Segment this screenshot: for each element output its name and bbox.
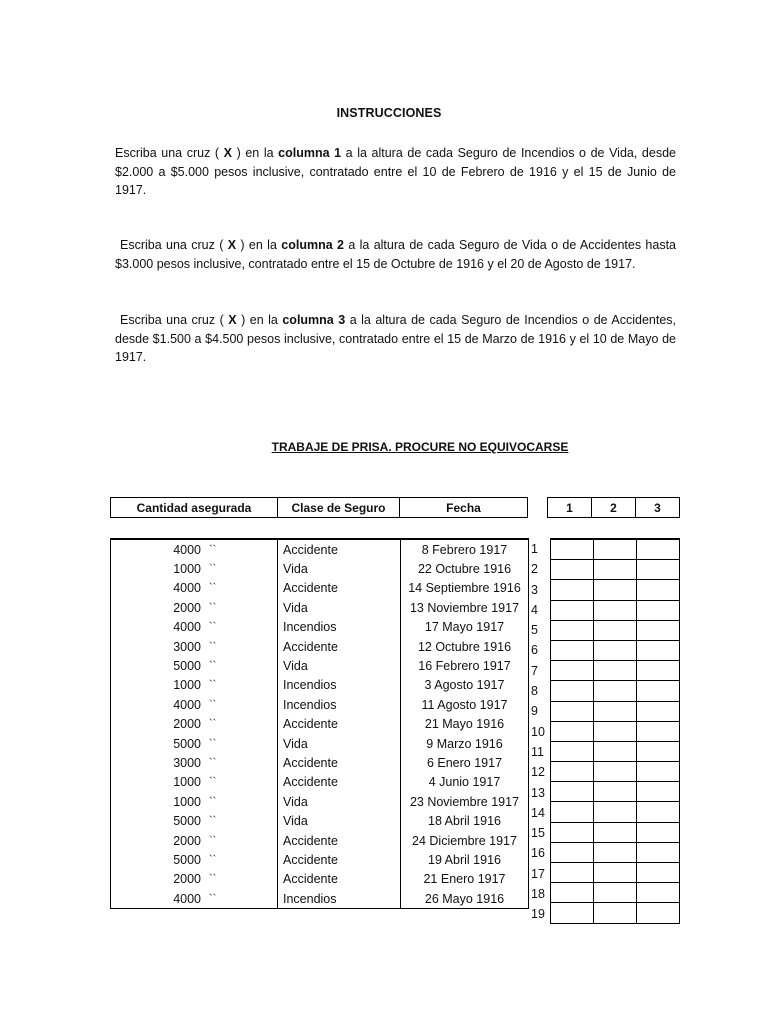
- clase-cell: Vida: [278, 656, 401, 675]
- check-cell-col-3[interactable]: [637, 560, 680, 580]
- check-cell-col-2[interactable]: [594, 620, 637, 640]
- amount-cell: [111, 637, 278, 656]
- table-row: [111, 870, 529, 889]
- insurance-table: [110, 538, 529, 909]
- check-cell-col-2[interactable]: [594, 802, 637, 822]
- check-cell-col-1[interactable]: [551, 661, 594, 681]
- clase-cell: Vida: [278, 792, 401, 811]
- fecha-cell: 3 Agosto 1917: [401, 676, 529, 695]
- clase-cell: Accidente: [278, 870, 401, 889]
- check-cell-col-1[interactable]: [551, 863, 594, 883]
- amount-mark: ``: [209, 582, 217, 595]
- check-cell-col-2[interactable]: [594, 822, 637, 842]
- table-row: [111, 773, 529, 792]
- amount-mark: ``: [209, 679, 217, 692]
- amount-cell: [111, 811, 278, 830]
- amount-value: 4000: [173, 620, 201, 635]
- amount-mark: ``: [209, 621, 217, 634]
- check-row: [551, 620, 680, 640]
- check-cell-col-2[interactable]: [594, 741, 637, 761]
- amount-cell: [111, 656, 278, 675]
- check-row: [551, 741, 680, 761]
- row-number: 4: [531, 602, 538, 617]
- check-cell-col-1[interactable]: [551, 580, 594, 600]
- amount-cell: [111, 598, 278, 617]
- amount-cell: [111, 889, 278, 909]
- header-col-1: 1: [548, 498, 592, 518]
- amount-mark: ``: [209, 601, 217, 614]
- clase-cell: Accidente: [278, 773, 401, 792]
- check-cell-col-2[interactable]: [594, 640, 637, 660]
- check-cell-col-1[interactable]: [551, 721, 594, 741]
- row-number: 17: [531, 866, 545, 881]
- fecha-cell: 21 Mayo 1916: [401, 715, 529, 734]
- amount-value: 4000: [173, 891, 201, 906]
- clase-cell: Vida: [278, 811, 401, 830]
- amount-cell: [111, 792, 278, 811]
- table-row: [111, 792, 529, 811]
- check-row: [551, 640, 680, 660]
- clase-cell: Incendios: [278, 889, 401, 909]
- fecha-cell: 22 Octubre 1916: [401, 559, 529, 578]
- check-cell-col-2[interactable]: [594, 560, 637, 580]
- amount-cell: [111, 579, 278, 598]
- row-number: 10: [531, 724, 545, 739]
- check-cell-col-3[interactable]: [637, 863, 680, 883]
- amount-value: 1000: [173, 562, 201, 577]
- check-row: [551, 863, 680, 883]
- check-cell-col-3[interactable]: [637, 539, 680, 560]
- row-number: 11: [531, 744, 544, 759]
- check-cell-col-1[interactable]: [551, 741, 594, 761]
- clase-cell: Accidente: [278, 539, 401, 559]
- table-row: [111, 734, 529, 753]
- table-row: [111, 695, 529, 714]
- row-number: 16: [531, 846, 545, 861]
- row-number: 13: [531, 785, 545, 800]
- check-cell-col-3[interactable]: [637, 721, 680, 741]
- table-row: [111, 811, 529, 830]
- fecha-cell: 16 Febrero 1917: [401, 656, 529, 675]
- amount-mark: ``: [209, 756, 217, 769]
- check-cell-col-3[interactable]: [637, 661, 680, 681]
- warning-subtitle: TRABAJE DE PRISA. PROCURE NO EQUIVOCARSE: [271, 440, 569, 454]
- check-row: [551, 782, 680, 802]
- amount-cell: [111, 559, 278, 578]
- check-cell-col-3[interactable]: [637, 842, 680, 862]
- amount-mark: ``: [209, 776, 217, 789]
- check-row: [551, 802, 680, 822]
- check-cell-col-1[interactable]: [551, 822, 594, 842]
- amount-cell: [111, 870, 278, 889]
- check-cell-col-3[interactable]: [637, 741, 680, 761]
- fecha-cell: 26 Mayo 1916: [401, 889, 529, 909]
- check-cell-col-2[interactable]: [594, 842, 637, 862]
- amount-mark: ``: [209, 892, 217, 905]
- check-cell-col-1[interactable]: [551, 802, 594, 822]
- amount-mark: ``: [209, 640, 217, 653]
- row-number: 7: [531, 663, 538, 678]
- amount-mark: ``: [209, 834, 217, 847]
- clase-cell: Vida: [278, 559, 401, 578]
- amount-cell: [111, 753, 278, 772]
- clase-cell: Accidente: [278, 850, 401, 869]
- amount-value: 2000: [173, 872, 201, 887]
- check-cell-col-3[interactable]: [637, 620, 680, 640]
- fecha-cell: 4 Junio 1917: [401, 773, 529, 792]
- amount-value: 5000: [173, 814, 201, 829]
- check-cell-col-2[interactable]: [594, 903, 637, 923]
- row-number: 2: [531, 562, 538, 577]
- check-cell-col-1[interactable]: [551, 620, 594, 640]
- check-cell-col-3[interactable]: [637, 883, 680, 903]
- amount-value: 4000: [173, 697, 201, 712]
- check-cell-col-2[interactable]: [594, 782, 637, 802]
- row-number: 3: [531, 582, 538, 597]
- fecha-cell: 18 Abril 1916: [401, 811, 529, 830]
- check-cell-col-1[interactable]: [551, 903, 594, 923]
- check-cell-col-2[interactable]: [594, 701, 637, 721]
- page-title: INSTRUCCIONES: [336, 106, 442, 120]
- check-columns-header: [547, 497, 680, 518]
- check-cell-col-2[interactable]: [594, 600, 637, 620]
- check-cell-col-3[interactable]: [637, 903, 680, 923]
- amount-value: 2000: [173, 600, 201, 615]
- row-number: 8: [531, 684, 538, 699]
- check-cell-col-3[interactable]: [637, 681, 680, 701]
- amount-mark: ``: [209, 698, 217, 711]
- check-cell-col-3[interactable]: [637, 580, 680, 600]
- header-col-2: 2: [592, 498, 636, 518]
- table-row: [111, 637, 529, 656]
- table-row: [111, 889, 529, 909]
- amount-value: 4000: [173, 542, 201, 557]
- table-row: [111, 559, 529, 578]
- check-cell-col-2[interactable]: [594, 580, 637, 600]
- table-row: [111, 539, 529, 559]
- check-cell-col-1[interactable]: [551, 883, 594, 903]
- row-number: 1: [531, 542, 538, 556]
- fecha-cell: 12 Octubre 1916: [401, 637, 529, 656]
- table-row: [111, 676, 529, 695]
- amount-value: 2000: [173, 717, 201, 732]
- check-row: [551, 721, 680, 741]
- check-cell-col-2[interactable]: [594, 661, 637, 681]
- amount-mark: ``: [209, 795, 217, 808]
- amount-mark: ``: [209, 563, 217, 576]
- amount-value: 4000: [173, 581, 201, 596]
- check-cell-col-1[interactable]: [551, 681, 594, 701]
- check-row: [551, 883, 680, 903]
- check-cell-col-1[interactable]: [551, 762, 594, 782]
- check-cell-col-2[interactable]: [594, 762, 637, 782]
- check-row: [551, 822, 680, 842]
- amount-cell: [111, 539, 278, 559]
- check-cell-col-2[interactable]: [594, 681, 637, 701]
- clase-cell: Vida: [278, 734, 401, 753]
- clase-cell: Incendios: [278, 618, 401, 637]
- amount-value: 1000: [173, 775, 201, 790]
- check-cell-col-2[interactable]: [594, 539, 637, 560]
- table-header: [110, 497, 528, 518]
- check-row: [551, 701, 680, 721]
- amount-cell: [111, 734, 278, 753]
- row-number: 14: [531, 805, 545, 820]
- clase-cell: Accidente: [278, 579, 401, 598]
- table-row: [111, 618, 529, 637]
- check-row: [551, 762, 680, 782]
- check-cell-col-1[interactable]: [551, 842, 594, 862]
- check-row: [551, 681, 680, 701]
- fecha-cell: 24 Diciembre 1917: [401, 831, 529, 850]
- table-row: [111, 715, 529, 734]
- amount-cell: [111, 676, 278, 695]
- table-row: [111, 656, 529, 675]
- clase-cell: Accidente: [278, 831, 401, 850]
- check-row: [551, 580, 680, 600]
- check-cell-col-3[interactable]: [637, 822, 680, 842]
- amount-mark: ``: [209, 815, 217, 828]
- table-row: [111, 579, 529, 598]
- check-cell-col-1[interactable]: [551, 600, 594, 620]
- check-cell-col-1[interactable]: [551, 782, 594, 802]
- fecha-cell: 9 Marzo 1916: [401, 734, 529, 753]
- table-row: [111, 753, 529, 772]
- fecha-cell: 17 Mayo 1917: [401, 618, 529, 637]
- amount-value: 5000: [173, 659, 201, 674]
- table-row: [111, 850, 529, 869]
- clase-cell: Accidente: [278, 753, 401, 772]
- amount-value: 1000: [173, 678, 201, 693]
- amount-mark: ``: [209, 853, 217, 866]
- amount-mark: ``: [209, 873, 217, 886]
- fecha-cell: 19 Abril 1916: [401, 850, 529, 869]
- check-cell-col-3[interactable]: [637, 762, 680, 782]
- row-number: 12: [531, 765, 545, 780]
- amount-mark: ``: [209, 718, 217, 731]
- amount-cell: [111, 695, 278, 714]
- header-col-3: 3: [636, 498, 680, 518]
- table-row: [111, 598, 529, 617]
- amount-mark: ``: [209, 737, 217, 750]
- clase-cell: Vida: [278, 598, 401, 617]
- row-number: 18: [531, 887, 545, 902]
- check-cell-col-1[interactable]: [551, 701, 594, 721]
- amount-value: 1000: [173, 794, 201, 809]
- instruction-3: Escriba una cruz ( X ) en la columna 3 a la altura de cada Seguro de Incendios o de Accidentes, desde $1.500 a $4.500 pesos inclusive, contratado entre el 15 de Marzo de 1916 y el 10 de Mayo de 1917.: [115, 313, 677, 364]
- amount-value: 5000: [173, 852, 201, 867]
- row-number: 19: [531, 907, 545, 922]
- amount-mark: ``: [209, 543, 217, 556]
- amount-value: 2000: [173, 833, 201, 848]
- check-cell-col-2[interactable]: [594, 883, 637, 903]
- check-cell-col-3[interactable]: [637, 802, 680, 822]
- fecha-cell: 8 Febrero 1917: [401, 539, 529, 559]
- check-row: [551, 560, 680, 580]
- fecha-cell: 21 Enero 1917: [401, 870, 529, 889]
- check-cell-col-2[interactable]: [594, 863, 637, 883]
- check-cell-col-3[interactable]: [637, 701, 680, 721]
- check-cell-col-3[interactable]: [637, 600, 680, 620]
- fecha-cell: 6 Enero 1917: [401, 753, 529, 772]
- check-cell-col-1[interactable]: [551, 640, 594, 660]
- amount-cell: [111, 850, 278, 869]
- clase-cell: Incendios: [278, 676, 401, 695]
- table-row: [111, 831, 529, 850]
- amount-value: 3000: [173, 755, 201, 770]
- row-number: 9: [531, 704, 538, 719]
- check-row: [551, 903, 680, 923]
- amount-cell: [111, 715, 278, 734]
- amount-value: 3000: [173, 639, 201, 654]
- row-number: 6: [531, 643, 538, 658]
- row-number: 15: [531, 826, 545, 841]
- check-row: [551, 661, 680, 681]
- header-clase: Clase de Seguro: [278, 498, 400, 518]
- check-cell-col-1[interactable]: [551, 560, 594, 580]
- check-cell-col-2[interactable]: [594, 721, 637, 741]
- instruction-2: Escriba una cruz ( X ) en la columna 2 a la altura de cada Seguro de Vida o de Accidentes hasta $3.000 pesos inclusive, contratado entre el 15 de Octubre de 1916 y el 20 de Agosto de 1917.: [115, 238, 677, 271]
- fecha-cell: 13 Noviembre 1917: [401, 598, 529, 617]
- amount-value: 5000: [173, 736, 201, 751]
- check-row: [551, 539, 680, 560]
- clase-cell: Accidente: [278, 715, 401, 734]
- check-cell-col-3[interactable]: [637, 640, 680, 660]
- fecha-cell: 14 Septiembre 1916: [401, 579, 529, 598]
- header-cantidad: Cantidad asegurada: [111, 498, 278, 518]
- header-fecha: Fecha: [400, 498, 528, 518]
- amount-cell: [111, 618, 278, 637]
- check-grid: [550, 538, 680, 924]
- check-row: [551, 842, 680, 862]
- fecha-cell: 11 Agosto 1917: [401, 695, 529, 714]
- clase-cell: Accidente: [278, 637, 401, 656]
- amount-cell: [111, 773, 278, 792]
- row-numbers: [531, 540, 551, 926]
- check-cell-col-3[interactable]: [637, 782, 680, 802]
- row-number: 5: [531, 623, 538, 638]
- amount-mark: ``: [209, 660, 217, 673]
- instruction-1: Escriba una cruz ( X ) en la columna 1 a la altura de cada Seguro de Incendios o de Vida, desde $2.000 a $5.000 pesos inclusive, contratado entre el 10 de Febrero de 1916 y el 15 de Junio de 1917.: [115, 146, 676, 197]
- fecha-cell: 23 Noviembre 1917: [401, 792, 529, 811]
- amount-cell: [111, 831, 278, 850]
- check-cell-col-1[interactable]: [551, 539, 594, 560]
- clase-cell: Incendios: [278, 695, 401, 714]
- check-row: [551, 600, 680, 620]
